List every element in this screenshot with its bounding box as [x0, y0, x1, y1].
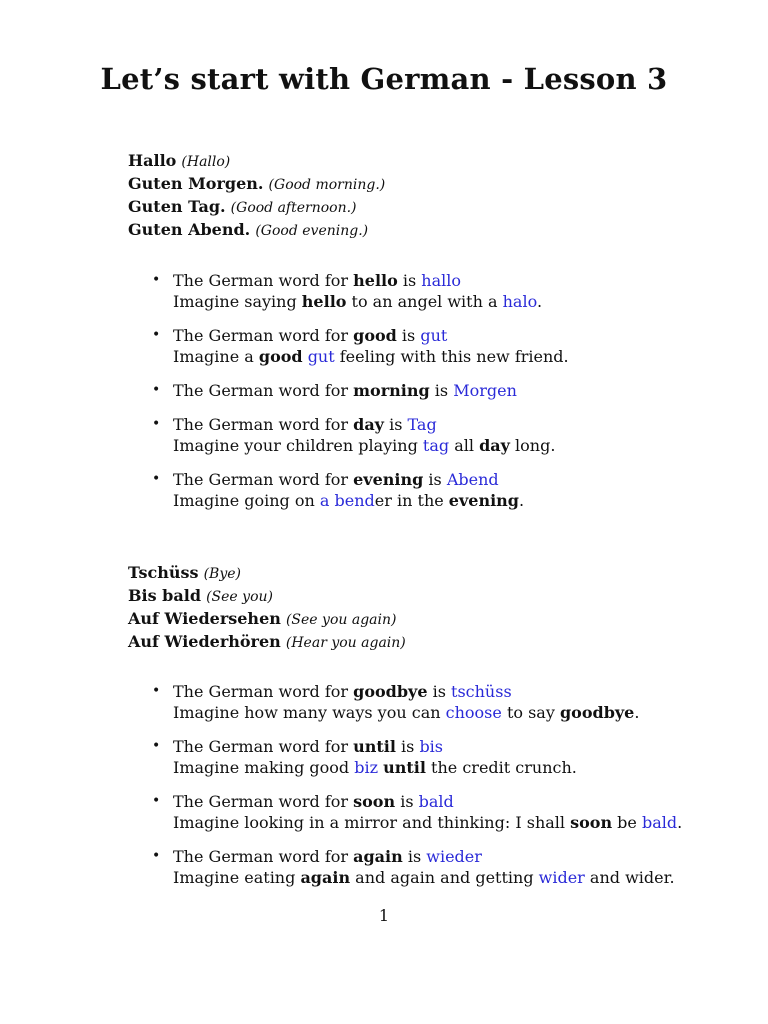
german-phrase: Bis bald: [128, 586, 201, 605]
german-word: gut: [420, 326, 448, 345]
sentence-text: The German word for: [173, 381, 354, 400]
bullet-icon: •: [152, 416, 161, 432]
german-word: bald: [641, 813, 678, 832]
sentence-text: The German word for: [173, 682, 354, 701]
sentence-text: .: [677, 813, 683, 832]
german-word: a bend: [319, 491, 375, 510]
german-word: hallo: [421, 271, 461, 290]
phrase-row: [128, 150, 385, 173]
sentence-text: .: [536, 292, 543, 311]
sentence-text: .: [518, 491, 525, 510]
english-translation: (See you again): [285, 612, 397, 628]
german-word: tag: [422, 436, 450, 455]
english-keyword: morning: [353, 381, 430, 400]
sentence-text: The German word for: [173, 415, 354, 434]
sentence-text: The German word for: [173, 470, 354, 489]
vocab-item: [152, 469, 569, 511]
english-keyword: good: [258, 347, 303, 366]
german-word: choose: [445, 703, 502, 722]
vocab-list-farewells: [152, 681, 682, 901]
bullet-icon: •: [152, 793, 161, 809]
english-translation: (Bye): [203, 566, 241, 582]
bullet-icon: •: [152, 848, 161, 864]
sentence-text: Imagine how many ways you can: [173, 703, 446, 722]
german-word: bald: [418, 792, 454, 811]
sentence-text: is: [423, 470, 447, 489]
german-word: Tag: [407, 415, 437, 434]
sentence-text: The German word for: [173, 792, 354, 811]
vocab-item: [152, 270, 569, 312]
sentence-text: .: [634, 703, 640, 722]
phrase-row: [128, 196, 385, 219]
sentence-text: Imagine making good: [173, 758, 355, 777]
vocab-item: [152, 736, 682, 778]
english-keyword: evening: [353, 470, 424, 489]
english-keyword: day: [479, 436, 510, 455]
english-keyword: goodbye: [559, 703, 635, 722]
german-word: halo: [502, 292, 537, 311]
page-number: 1: [378, 906, 390, 925]
english-keyword: goodbye: [353, 682, 428, 701]
english-keyword: until: [383, 758, 426, 777]
german-phrase: Auf Wiedersehen: [128, 609, 281, 628]
english-translation: (Good evening.): [255, 223, 369, 239]
sentence-text: is: [383, 415, 408, 434]
vocab-list-greetings: [152, 270, 569, 524]
sentence-text: The German word for: [173, 271, 354, 290]
sentence-text: is: [395, 792, 419, 811]
german-word: wieder: [426, 847, 482, 866]
english-translation: (See you): [206, 589, 273, 605]
english-keyword: soon: [570, 813, 613, 832]
english-keyword: again: [353, 847, 403, 866]
english-keyword: good: [353, 326, 397, 345]
sentence-text: The German word for: [173, 737, 354, 756]
german-phrase: Guten Morgen.: [128, 174, 264, 193]
vocab-item: [152, 380, 569, 401]
phrase-list-farewells: [128, 562, 406, 654]
german-phrase: Guten Abend.: [128, 220, 251, 239]
english-keyword: until: [353, 737, 396, 756]
german-word: tschüss: [451, 682, 512, 701]
sentence-text: is: [396, 326, 421, 345]
english-translation: (Hear you again): [285, 635, 406, 651]
vocab-item: [152, 325, 569, 367]
vocab-item: [152, 681, 682, 723]
bullet-icon: •: [152, 738, 161, 754]
page-title: Let’s start with German - Lesson 3: [100, 62, 668, 96]
sentence-text: Imagine your children playing: [173, 436, 423, 455]
phrase-row: [128, 631, 406, 654]
german-phrase: Guten Tag.: [128, 197, 226, 216]
vocab-item: [152, 414, 569, 456]
sentence-text: to an angel with a: [346, 292, 503, 311]
sentence-text: Imagine eating: [173, 868, 301, 887]
german-word: Morgen: [453, 381, 517, 400]
sentence-text: is: [429, 381, 454, 400]
bullet-icon: •: [152, 471, 161, 487]
bullet-icon: •: [152, 272, 161, 288]
sentence-text: The German word for: [173, 847, 354, 866]
bullet-icon: •: [152, 327, 161, 343]
sentence-text: is: [395, 737, 420, 756]
german-word: biz: [354, 758, 379, 777]
vocab-item: [152, 846, 682, 888]
phrase-row: [128, 608, 406, 631]
english-keyword: hello: [353, 271, 398, 290]
sentence-text: and again and getting: [350, 868, 539, 887]
phrase-list-greetings: [128, 150, 385, 242]
sentence-text: the credit crunch.: [425, 758, 577, 777]
phrase-row: [128, 173, 385, 196]
english-keyword: again: [300, 868, 351, 887]
german-word: Abend: [446, 470, 499, 489]
english-translation: (Good morning.): [268, 177, 386, 193]
english-keyword: day: [353, 415, 384, 434]
bullet-icon: •: [152, 683, 161, 699]
german-word: gut: [307, 347, 335, 366]
german-phrase: Auf Wiederhören: [128, 632, 281, 651]
phrase-row: [128, 562, 406, 585]
english-translation: (Hallo): [181, 154, 231, 170]
english-keyword: evening: [448, 491, 519, 510]
sentence-text: long.: [509, 436, 556, 455]
german-phrase: Tschüss: [128, 563, 199, 582]
phrase-row: [128, 219, 385, 242]
sentence-text: and wider.: [584, 868, 675, 887]
sentence-text: to say: [501, 703, 560, 722]
sentence-text: Imagine a: [173, 347, 259, 366]
phrase-row: [128, 585, 406, 608]
english-keyword: hello: [301, 292, 347, 311]
sentence-text: is: [427, 682, 452, 701]
english-translation: (Good afternoon.): [230, 200, 357, 216]
sentence-text: Imagine looking in a mirror and thinking: I shall: [173, 813, 571, 832]
bullet-icon: •: [152, 382, 161, 398]
sentence-text: Imagine saying: [173, 292, 302, 311]
sentence-text: feeling with this new friend.: [334, 347, 569, 366]
sentence-text: all: [449, 436, 480, 455]
english-keyword: soon: [353, 792, 396, 811]
sentence-text: The German word for: [173, 326, 354, 345]
german-phrase: Hallo: [128, 151, 177, 170]
sentence-text: Imagine going on: [173, 491, 320, 510]
sentence-text: er in the: [374, 491, 449, 510]
german-word: wider: [538, 868, 585, 887]
sentence-text: is: [397, 271, 422, 290]
sentence-text: be: [612, 813, 642, 832]
vocab-item: [152, 791, 682, 833]
sentence-text: is: [402, 847, 427, 866]
german-word: bis: [419, 737, 444, 756]
